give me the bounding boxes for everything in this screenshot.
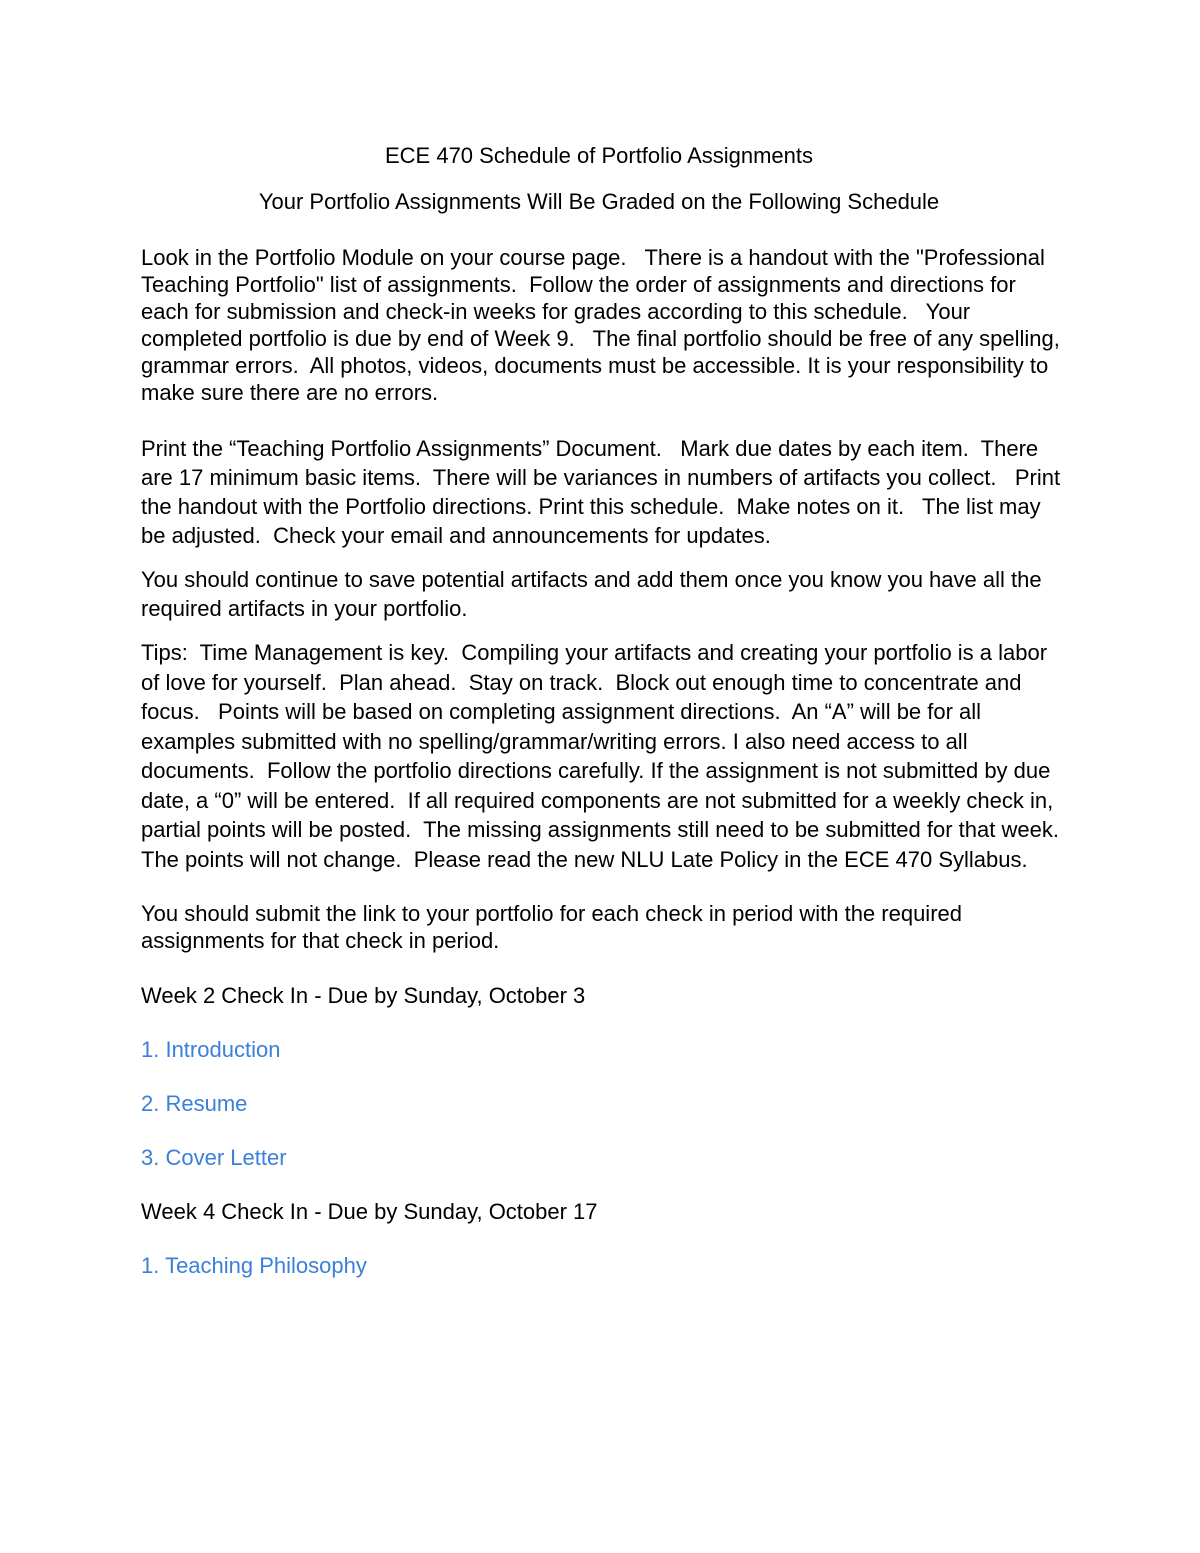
document-header [141, 140, 1057, 218]
paragraph-portfolio-module: Look in the Portfolio Module on your course page. There is a handout with the "Professional Teaching Portfolio" list of assignments. Follow the order of assignments and directions for each for submission and check-in weeks for grades according to this schedule. Your completed portfolio is due by end of Week 9. The final portfolio should be free of any spelling, grammar errors. All photos, videos, documents must be accessible. It is your responsibility to make sure there are no errors. [141, 245, 1066, 405]
paragraph-tips: Tips: Time Management is key. Compiling your artifacts and creating your portfolio is a labor of love for yourself. Plan ahead. Stay on track. Block out enough time to concentrate and focus. Points will be based on completing assignment directions. An “A” will be for all examples submitted with no spelling/grammar/writing errors. I also need access to all documents. Follow the portfolio directions carefully. If the assignment is not submitted by due date, a “0” will be entered. If all required components are not submitted for a weekly check in, partial points will be posted. The missing assignments still need to be submitted for that week. The points will not change. Please read the new NLU Late Policy in the ECE 470 Syllabus. [141, 640, 1071, 872]
document-body [141, 140, 1071, 1280]
document-title: ECE 470 Schedule of Portfolio Assignments [384, 143, 814, 168]
week-2-heading: Week 2 Check In - Due by Sunday, October 3 [141, 983, 586, 1008]
assignment-item-resume: 2. Resume [141, 1091, 248, 1116]
week-2-section [141, 982, 1061, 1172]
document-subtitle: Your Portfolio Assignments Will Be Graded on the Following Schedule [258, 189, 940, 214]
assignment-item-cover-letter: 3. Cover Letter [141, 1145, 287, 1170]
paragraph-submit-link: You should submit the link to your portfolio for each check in period with the required assignments for that check in period. [141, 901, 969, 953]
assignment-item-teaching-philosophy: 1. Teaching Philosophy [141, 1253, 367, 1278]
week-4-heading: Week 4 Check In - Due by Sunday, October 17 [141, 1199, 598, 1224]
week-4-section [141, 1198, 1061, 1280]
paragraph-print-instructions: Print the “Teaching Portfolio Assignments” Document. Mark due dates by each item. There are 17 minimum basic items. There will be variances in numbers of artifacts you collect. Print the handout with the Portfolio directions. Print this schedule. Make notes on it. The list may be adjusted. Check your email and announcements for updates. [141, 436, 1067, 548]
assignment-item-introduction: 1. Introduction [141, 1037, 281, 1062]
paragraph-save-artifacts: You should continue to save potential artifacts and add them once you know you have all the required artifacts in your portfolio. [141, 567, 1048, 621]
week-4-assignment-list [141, 1252, 1061, 1280]
week-2-assignment-list [141, 1036, 1061, 1172]
